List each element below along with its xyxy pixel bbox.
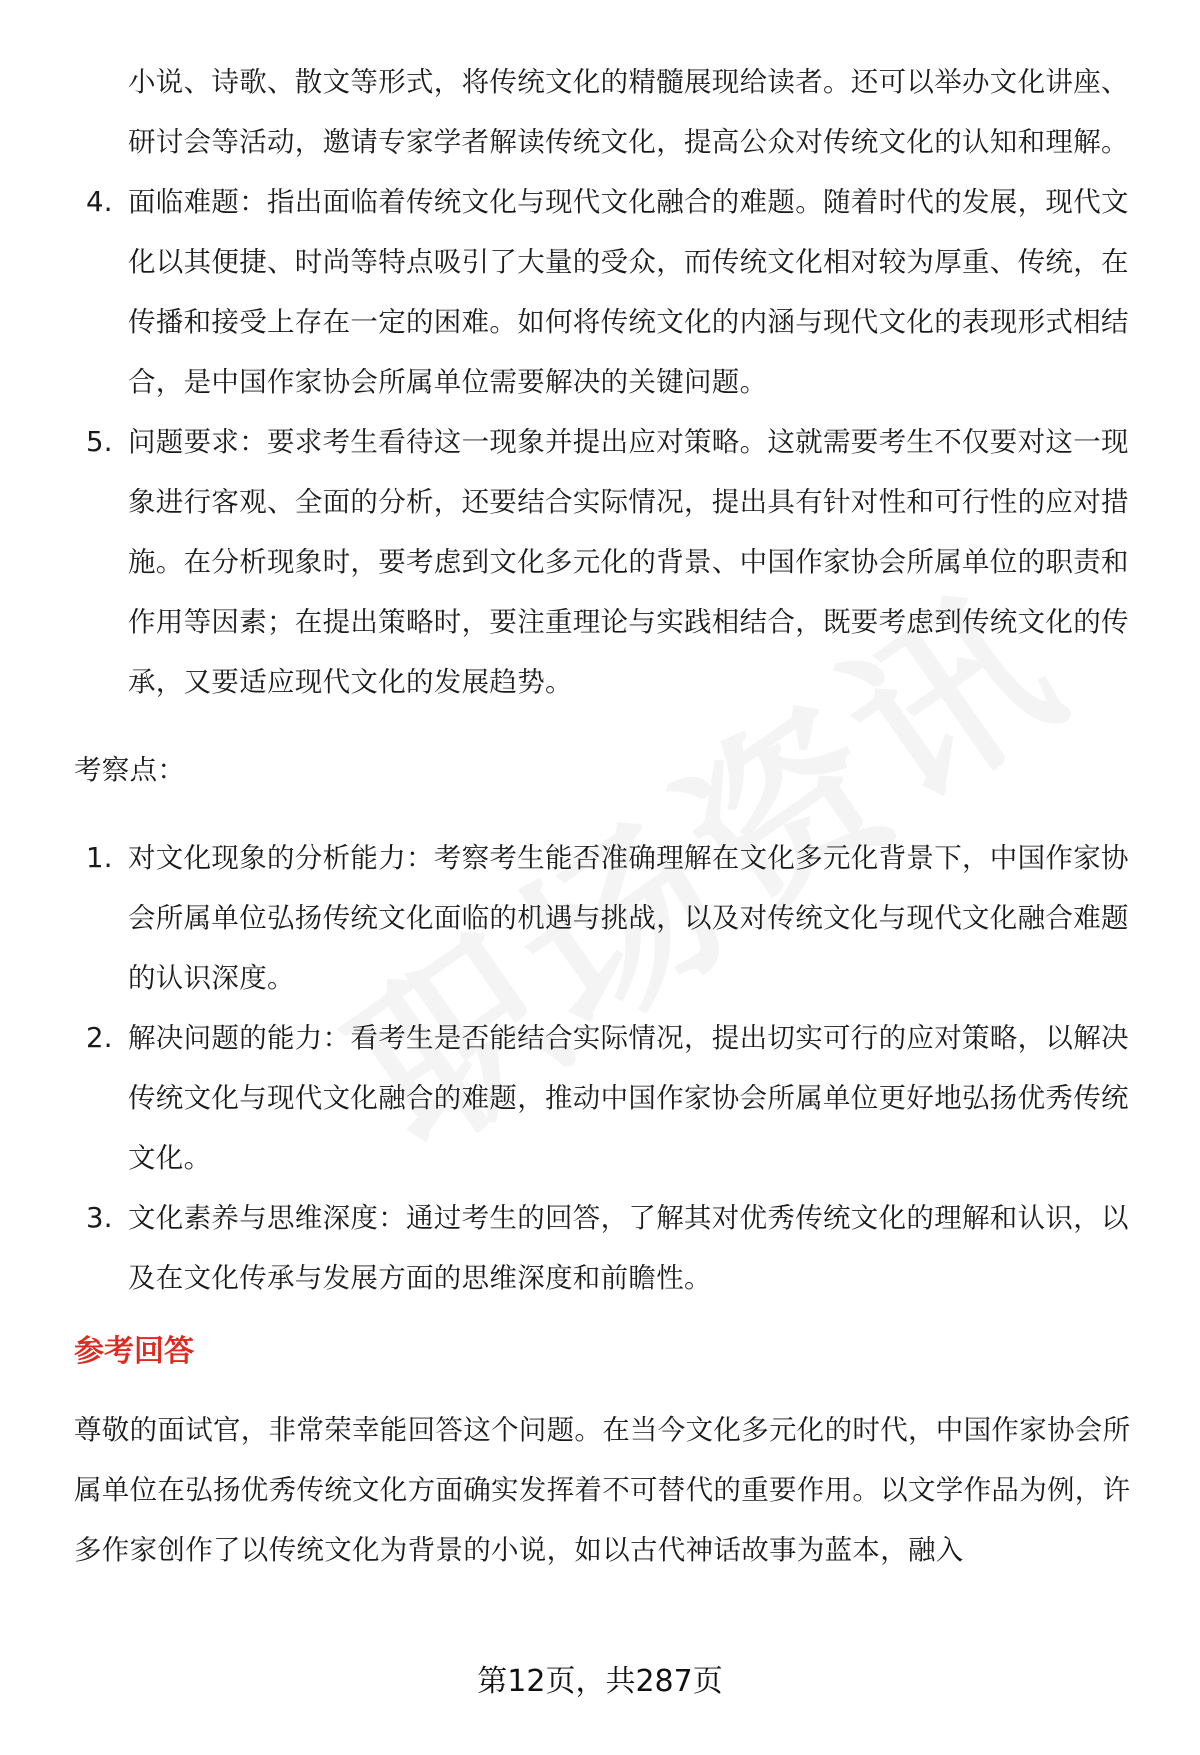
list-item	[74, 172, 1146, 412]
list-item-number: 4.	[86, 186, 113, 218]
list-item-number: 2.	[86, 1022, 113, 1054]
continuation-paragraph: 小说、诗歌、散文等形式，将传统文化的精髓展现给读者。还可以举办文化讲座、研讨会等活动，邀请专家学者解读传统文化，提高公众对传统文化的认知和理解。	[128, 66, 1129, 158]
list-item-text: 面临难题：指出面临着传统文化与现代文化融合的难题。随着时代的发展，现代文化以其便捷、时尚等特点吸引了大量的受众，而传统文化相对较为厚重、传统，在传播和接受上存在一定的困难。如何将传统文化的内涵与现代文化的表现形式相结合，是中国作家协会所属单位需要解决的关键问题。	[128, 186, 1129, 398]
page-content	[74, 52, 1146, 1580]
list-item-number: 5.	[86, 426, 113, 458]
list-item-number: 1.	[86, 842, 113, 874]
list-item-text: 问题要求：要求考生看待这一现象并提出应对策略。这就需要考生不仅要对这一现象进行客观、全面的分析，还要结合实际情况，提出具有针对性和可行性的应对措施。在分析现象时，要考虑到文化多元化的背景、中国作家协会所属单位的职责和作用等因素；在提出策略时，要注重理论与实践相结合，既要考虑到传统文化的传承，又要适应现代文化的发展趋势。	[128, 426, 1129, 698]
section-label: 考察点：	[74, 754, 186, 786]
spacer	[74, 800, 1146, 828]
answer-paragraph: 尊敬的面试官，非常荣幸能回答这个问题。在当今文化多元化的时代，中国作家协会所属单位在弘扬优秀传统文化方面确实发挥着不可替代的重要作用。以文学作品为例，许多作家创作了以传统文化为背景的小说，如以古代神话故事为蓝本，融入	[74, 1414, 1131, 1566]
list-item-text: 解决问题的能力：看考生是否能结合实际情况，提出切实可行的应对策略，以解决传统文化与现代文化融合的难题，推动中国作家协会所属单位更好地弘扬优秀传统文化。	[128, 1022, 1129, 1174]
list-item-text: 对文化现象的分析能力：考察考生能否准确理解在文化多元化背景下，中国作家协会所属单位弘扬传统文化面临的机遇与挑战，以及对传统文化与现代文化融合难题的认识深度。	[128, 842, 1129, 994]
section-title: 参考回答	[74, 1334, 194, 1369]
list-item-text: 文化素养与思维深度：通过考生的回答，了解其对优秀传统文化的理解和认识，以及在文化传承与发展方面的思维深度和前瞻性。	[128, 1202, 1129, 1294]
list-item	[74, 828, 1146, 1008]
list-item-number: 3.	[86, 1202, 113, 1234]
list-item	[74, 1188, 1146, 1308]
list-item	[74, 1008, 1146, 1188]
list-item	[74, 412, 1146, 712]
page-number: 第12页，共287页	[477, 1664, 723, 1699]
